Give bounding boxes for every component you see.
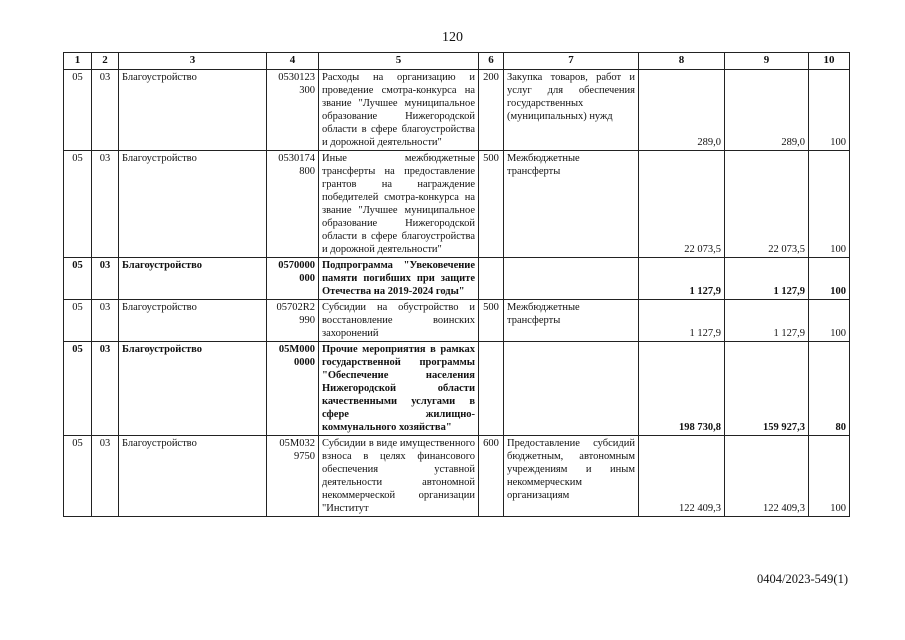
expense-type-code: 600: [479, 436, 504, 517]
section-name: Благоустройство: [119, 70, 267, 151]
executed-amount: 1 127,9: [725, 258, 809, 300]
executed-amount: 159 927,3: [725, 342, 809, 436]
planned-amount: 122 409,3: [639, 436, 725, 517]
section-name: Благоустройство: [119, 342, 267, 436]
section-name: Благоустройство: [119, 258, 267, 300]
execution-percent: 80: [809, 342, 850, 436]
section-code: 05: [64, 342, 92, 436]
table-row: [64, 258, 850, 300]
column-header: 2: [92, 53, 119, 70]
executed-amount: 22 073,5: [725, 151, 809, 258]
target-article-code: 0570000 000: [267, 258, 319, 300]
budget-table: [63, 52, 850, 517]
column-header: 1: [64, 53, 92, 70]
execution-percent: 100: [809, 151, 850, 258]
column-header: 7: [504, 53, 639, 70]
subsection-code: 03: [92, 151, 119, 258]
header-row: [64, 53, 850, 70]
column-header: 9: [725, 53, 809, 70]
section-code: 05: [64, 258, 92, 300]
planned-amount: 22 073,5: [639, 151, 725, 258]
subsection-code: 03: [92, 258, 119, 300]
subsection-code: 03: [92, 342, 119, 436]
expense-type-code: 500: [479, 300, 504, 342]
expense-description: Субсидии на обустройство и восстановление воинских захоронений: [319, 300, 479, 342]
column-header: 4: [267, 53, 319, 70]
expense-type-name: Межбюджетные трансферты: [504, 300, 639, 342]
target-article-code: 0530174 800: [267, 151, 319, 258]
column-header: 5: [319, 53, 479, 70]
column-header: 6: [479, 53, 504, 70]
column-header: 8: [639, 53, 725, 70]
subsection-code: 03: [92, 436, 119, 517]
expense-type-code: 500: [479, 151, 504, 258]
subsection-code: 03: [92, 70, 119, 151]
planned-amount: 1 127,9: [639, 258, 725, 300]
expense-type-name: [504, 258, 639, 300]
execution-percent: 100: [809, 258, 850, 300]
page-number: 120: [442, 30, 463, 45]
expense-type-name: Межбюджетные трансферты: [504, 151, 639, 258]
table-row: [64, 70, 850, 151]
section-name: Благоустройство: [119, 300, 267, 342]
column-header: 10: [809, 53, 850, 70]
subsection-code: 03: [92, 300, 119, 342]
expense-type-code: 200: [479, 70, 504, 151]
table-row: [64, 300, 850, 342]
executed-amount: 289,0: [725, 70, 809, 151]
expense-description: Иные межбюджетные трансферты на предоставление грантов на награждение победителей смотра-конкурса на звание "Лучшее муниципальное образование Нижегородской области в сфере благоустройства и дорожной деятельности": [319, 151, 479, 258]
column-header: 3: [119, 53, 267, 70]
planned-amount: 198 730,8: [639, 342, 725, 436]
expense-description: Подпрограмма "Увековечение памяти погибших при защите Отечества на 2019-2024 годы": [319, 258, 479, 300]
expense-type-name: [504, 342, 639, 436]
expense-description: Прочие мероприятия в рамках государственной программы "Обеспечение населения Нижегородской области качественными услугами в сфере жилищно-коммунального хозяйства": [319, 342, 479, 436]
document-code: 0404/2023-549(1): [757, 572, 848, 586]
target-article-code: 05М000 0000: [267, 342, 319, 436]
executed-amount: 122 409,3: [725, 436, 809, 517]
execution-percent: 100: [809, 300, 850, 342]
table-row: [64, 436, 850, 517]
section-code: 05: [64, 151, 92, 258]
target-article-code: 05М032 9750: [267, 436, 319, 517]
section-code: 05: [64, 436, 92, 517]
section-code: 05: [64, 70, 92, 151]
target-article-code: 0530123 300: [267, 70, 319, 151]
expense-type-name: Предоставление субсидий бюджетным, автономным учреждениям и иным некоммерческим организациям: [504, 436, 639, 517]
execution-percent: 100: [809, 70, 850, 151]
expense-description: Расходы на организацию и проведение смотра-конкурса на звание "Лучшее муниципальное образование Нижегородской области в сфере благоустройства и дорожной деятельности": [319, 70, 479, 151]
executed-amount: 1 127,9: [725, 300, 809, 342]
expense-type-name: Закупка товаров, работ и услуг для обеспечения государственных (муниципальных) нужд: [504, 70, 639, 151]
table-row: [64, 342, 850, 436]
execution-percent: 100: [809, 436, 850, 517]
section-code: 05: [64, 300, 92, 342]
expense-type-code: [479, 258, 504, 300]
target-article-code: 05702R2 990: [267, 300, 319, 342]
section-name: Благоустройство: [119, 151, 267, 258]
section-name: Благоустройство: [119, 436, 267, 517]
expense-type-code: [479, 342, 504, 436]
planned-amount: 289,0: [639, 70, 725, 151]
planned-amount: 1 127,9: [639, 300, 725, 342]
table-row: [64, 151, 850, 258]
expense-description: Субсидии в виде имущественного взноса в целях финансового обеспечения уставной деятельности автономной некоммерческой организации "Институт: [319, 436, 479, 517]
